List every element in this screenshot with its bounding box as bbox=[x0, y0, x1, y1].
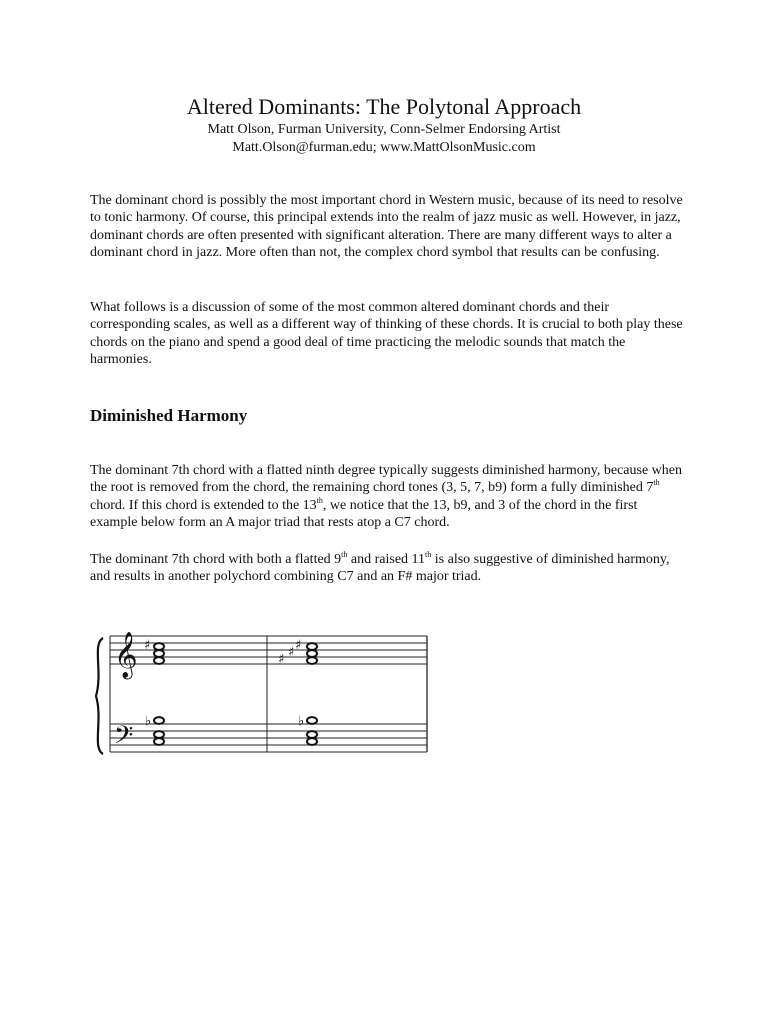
bass-clef-icon: 𝄢 bbox=[114, 721, 134, 756]
p3-superscript-2: th bbox=[316, 495, 323, 505]
whole-note bbox=[154, 650, 164, 657]
intro-paragraph-2: What follows is a discussion of some of the most common altered dominant chords and their corresponding scales, as well as a different way of thinking of these chords. It is crucial to both play these chords on the piano and spend a good deal of time practicing the melodic sounds that match the harmonies. bbox=[90, 300, 683, 368]
whole-note bbox=[154, 717, 164, 724]
measure-2-bass-chord bbox=[298, 714, 317, 745]
whole-note bbox=[154, 643, 164, 650]
p3-superscript-1: th bbox=[653, 478, 660, 488]
contact-line: Matt.Olson@furman.edu; www.MattOlsonMusic.com bbox=[232, 140, 536, 155]
p3-text-b: chord. If this chord is extended to the 13 bbox=[90, 497, 317, 513]
grand-staff-brace bbox=[96, 638, 103, 754]
intro-paragraph-1: The dominant chord is possibly the most important chord in Western music, because of its need to resolve to tonic harmony. Of course, this principal extends into the realm of jazz music as well. However, in jazz, dominant chords are often presented with significant alteration. There are many different ways to alter a dominant chord in jazz. More often than not, the complex chord symbol that results can be confusing. bbox=[90, 193, 683, 261]
p4-text-c: is also suggestive of diminished harmony, and results in another polychord combining C7 and an F# major triad. bbox=[90, 552, 670, 585]
p3-text-a: The dominant 7th chord with a flatted ninth degree typically suggests diminished harmony, because when the root is removed from the chord, the remaining chord tones (3, 5, 7, b9) form a fully diminished 7 bbox=[90, 463, 682, 496]
sharp-accidental-icon: ♯ bbox=[288, 645, 295, 660]
measure-1-treble-chord bbox=[144, 638, 164, 664]
diminished-paragraph-1 bbox=[90, 462, 688, 532]
treble-clef-icon: 𝄞 bbox=[114, 632, 138, 678]
whole-note bbox=[307, 717, 317, 724]
p4-superscript-1: th bbox=[341, 550, 348, 559]
measure-2-treble-chord bbox=[278, 638, 317, 667]
whole-note bbox=[307, 650, 317, 657]
p4-text-a: The dominant 7th chord with both a flatted 9 bbox=[90, 552, 342, 567]
whole-note bbox=[307, 657, 317, 664]
music-notation-example bbox=[90, 616, 440, 761]
p4-text-b: and raised 11 bbox=[347, 552, 426, 567]
whole-note bbox=[154, 731, 164, 738]
flat-accidental-icon: ♭ bbox=[298, 714, 305, 729]
whole-note bbox=[307, 738, 317, 745]
page-title: Altered Dominants: The Polytonal Approach bbox=[186, 94, 582, 119]
author-line: Matt Olson, Furman University, Conn-Selmer Endorsing Artist bbox=[207, 122, 561, 137]
flat-accidental-icon: ♭ bbox=[145, 714, 152, 729]
section-heading: Diminished Harmony bbox=[90, 406, 248, 425]
sharp-accidental-icon: ♯ bbox=[144, 638, 151, 653]
sharp-accidental-icon: ♯ bbox=[295, 638, 302, 653]
measure-1-bass-chord bbox=[145, 714, 164, 745]
sharp-accidental-icon: ♯ bbox=[278, 652, 285, 667]
p4-superscript-2: th bbox=[425, 550, 432, 559]
p3-text-c: , we notice that the 13, b9, and 3 of the chord in the first example below form an A major triad that rests atop a C7 chord. bbox=[90, 497, 638, 531]
whole-note bbox=[307, 731, 317, 738]
whole-note bbox=[154, 657, 164, 664]
whole-note bbox=[307, 643, 317, 650]
whole-note bbox=[154, 738, 164, 745]
diminished-paragraph-2 bbox=[90, 551, 688, 586]
